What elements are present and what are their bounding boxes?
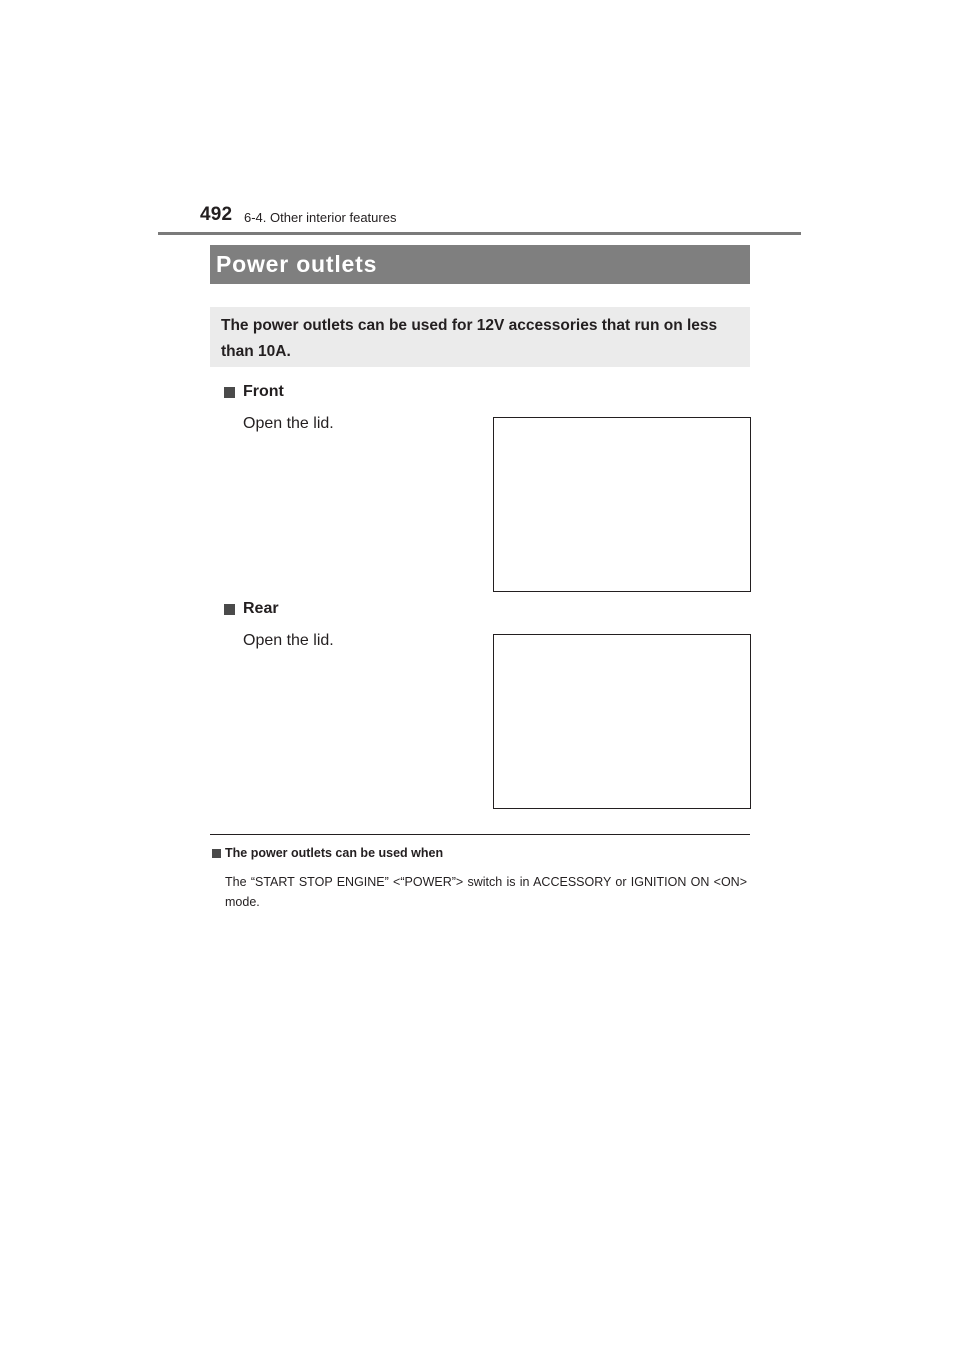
front-instruction: Open the lid.: [243, 415, 334, 432]
header-divider: [158, 232, 801, 235]
title-bar: [210, 245, 750, 284]
note-divider: [210, 834, 750, 835]
front-heading: [224, 383, 284, 401]
rear-outlet-figure: [493, 634, 751, 809]
note-heading-label: The power outlets can be used when: [225, 846, 444, 860]
front-outlet-figure: [493, 417, 751, 592]
intro-text: The power outlets can be used for 12V accessories that run on less than 10A.: [221, 317, 718, 360]
front-heading-label: Front: [243, 383, 284, 400]
page-number: 492: [200, 204, 233, 225]
note-heading: [212, 846, 443, 860]
note-text: The “START STOP ENGINE” <“POWER”> switch is in ACCESSORY or IGNITION ON <ON> mode.: [225, 875, 747, 909]
rear-heading: [224, 600, 279, 618]
square-bullet-icon: [224, 604, 235, 615]
section-label: 6-4. Other interior features: [244, 210, 397, 225]
square-bullet-icon: [224, 387, 235, 398]
page-title: Power outlets: [216, 251, 378, 277]
rear-heading-label: Rear: [243, 600, 279, 617]
square-bullet-icon: [212, 849, 221, 858]
intro-box: [210, 307, 750, 367]
rear-instruction: Open the lid.: [243, 632, 334, 649]
